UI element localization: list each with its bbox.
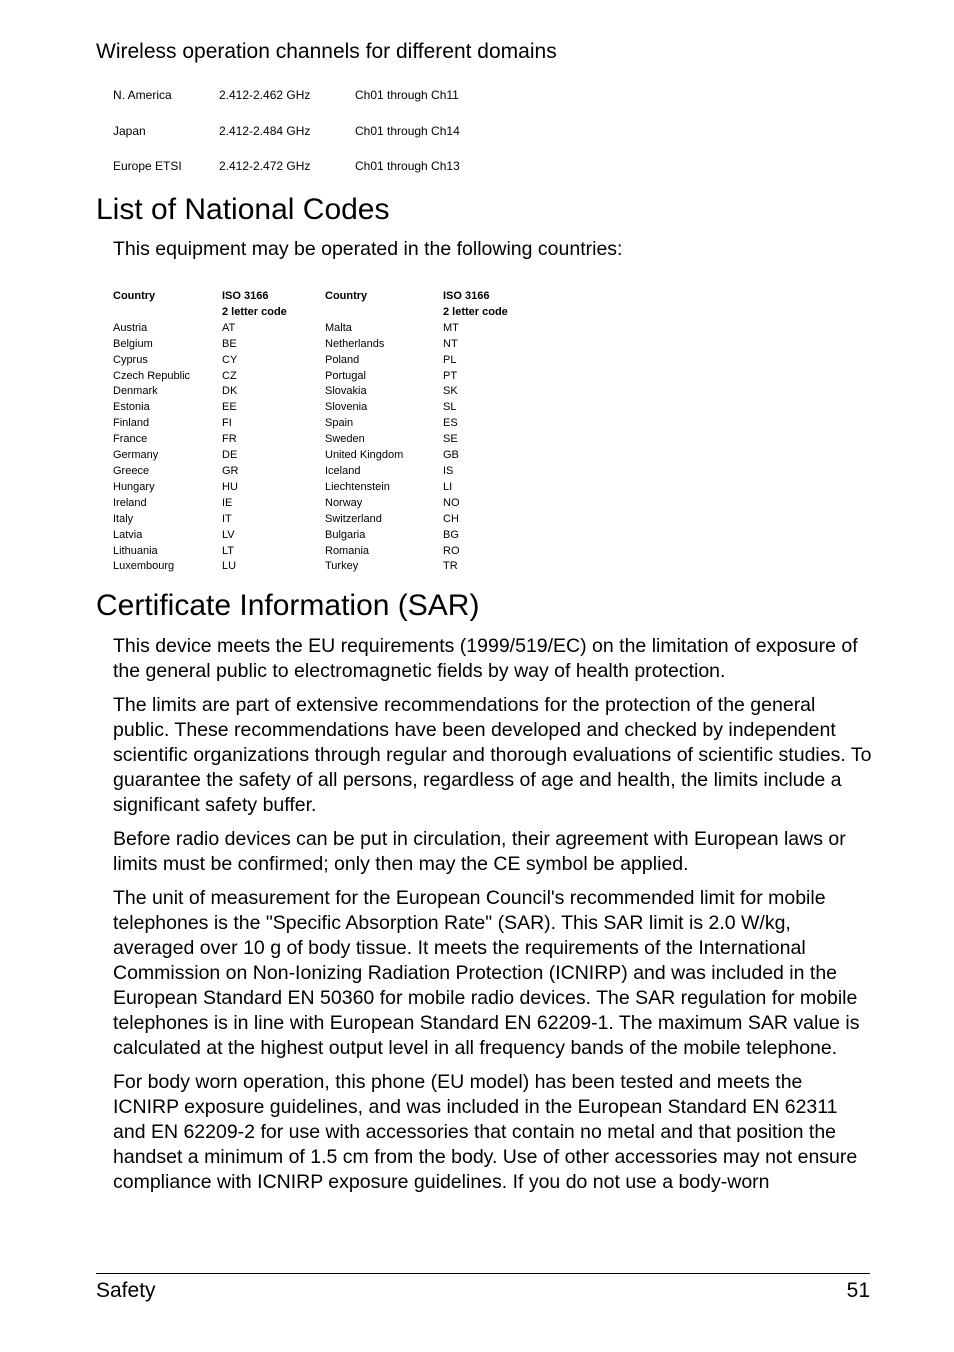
country-cell: Greece xyxy=(113,464,150,477)
table-row xyxy=(113,496,523,512)
table-row xyxy=(113,400,523,416)
iso-header-subline: 2 letter code xyxy=(222,305,287,318)
country-cell: Finland xyxy=(113,417,150,430)
table-row xyxy=(113,416,523,432)
iso-code-cell: SK xyxy=(443,385,458,398)
iso-code-cell: ES xyxy=(443,417,458,430)
table-header-row xyxy=(113,305,523,321)
footer-divider xyxy=(96,1273,870,1274)
frequency-cell: 2.412-2.462 GHz xyxy=(219,88,311,102)
channel-range-cell: Ch01 through Ch11 xyxy=(355,88,459,102)
iso-code-cell: PL xyxy=(443,353,457,366)
iso-code-cell: NO xyxy=(443,496,460,509)
iso-code-cell: IS xyxy=(443,464,454,477)
iso-code-cell: SL xyxy=(443,401,457,414)
domain-cell: Japan xyxy=(113,123,146,138)
iso-code-cell: GR xyxy=(222,464,239,477)
iso-code-cell: DE xyxy=(222,449,238,462)
iso-code-cell: LT xyxy=(222,544,235,557)
channels-table xyxy=(113,88,460,195)
channels-heading: Wireless operation channels for different domains xyxy=(96,40,557,63)
country-cell: France xyxy=(113,433,148,446)
iso-code-cell: HU xyxy=(222,480,238,493)
table-row xyxy=(113,384,523,400)
sar-paragraph: This device meets the EU requirements (1999/519/EC) on the limitation of exposure of the general public to electromagnetic fields by way of health protection. xyxy=(113,635,858,682)
table-row xyxy=(113,337,523,353)
country-cell: Denmark xyxy=(113,385,158,398)
table-row xyxy=(113,559,523,575)
table-row xyxy=(113,512,523,528)
iso-code-cell: IT xyxy=(222,512,232,525)
sar-paragraph: The limits are part of extensive recommendations for the protection of the general public. These recommendations have been developed and checked by independent scientific organizations through regular and thorough evaluations of scientific studies. To guarantee the safety of all persons, regardless of age and health, the limits include a significant safety buffer. xyxy=(113,694,872,816)
iso-code-cell: AT xyxy=(222,321,236,334)
country-cell: Malta xyxy=(325,321,352,334)
country-cell: Slovakia xyxy=(325,385,367,398)
country-cell: Hungary xyxy=(113,480,155,493)
country-header: Country xyxy=(113,290,156,302)
country-cell: Portugal xyxy=(325,369,366,382)
table-row xyxy=(113,544,523,560)
iso-code-cell: PT xyxy=(443,369,458,382)
table-row xyxy=(113,321,523,337)
national-codes-table xyxy=(113,289,523,575)
table-row xyxy=(113,124,460,160)
footer-section-title: Safety xyxy=(96,1279,156,1302)
country-cell: Slovenia xyxy=(325,401,368,414)
country-header-spacer xyxy=(113,305,222,321)
sar-paragraph: Before radio devices can be put in circulation, their agreement with European laws or limits must be confirmed; only then may the CE symbol be applied. xyxy=(113,828,846,875)
iso-code-cell: IE xyxy=(222,496,233,509)
table-row xyxy=(113,432,523,448)
table-row xyxy=(113,353,523,369)
iso-code-cell: MT xyxy=(443,321,459,334)
country-cell: Luxembourg xyxy=(113,560,175,573)
country-cell: Romania xyxy=(325,544,370,557)
country-cell: Liechtenstein xyxy=(325,480,390,493)
country-cell: Italy xyxy=(113,512,134,525)
country-cell: Austria xyxy=(113,321,148,334)
country-cell: Netherlands xyxy=(325,337,385,350)
table-row xyxy=(113,528,523,544)
iso-code-cell: DK xyxy=(222,385,238,398)
country-cell: Belgium xyxy=(113,337,153,350)
country-header-spacer xyxy=(325,305,443,321)
table-row xyxy=(113,480,523,496)
country-cell: Cyprus xyxy=(113,353,148,366)
iso-code-cell: NT xyxy=(443,337,458,350)
sar-paragraph: The unit of measurement for the European Council's recommended limit for mobile telephones is the "Specific Absorption Rate" (SAR). This SAR limit is 2.0 W/kg, averaged over 10 g of body tissue. It meets the requirements of the International Commission on Non-Ionizing Radiation Protection (ICNIRP) and was included in the European Standard EN 50360 for mobile radio devices. The SAR regulation for mobile telephones is in line with European Standard EN 62209-1. The maximum SAR value is calculated at the highest output level in all frequency bands of the mobile telephone. xyxy=(113,887,860,1059)
country-cell: Switzerland xyxy=(325,512,382,525)
iso-code-cell: GB xyxy=(443,449,459,462)
iso-code-cell: RO xyxy=(443,544,460,557)
domain-cell: Europe ETSI xyxy=(113,159,182,173)
sar-paragraph: For body worn operation, this phone (EU model) has been tested and meets the ICNIRP exposure guidelines, and was included in the European Standard EN 62311 and EN 62209-2 for use with accessories that contain no metal and that position the handset a minimum of 1.5 cm from the body. Use of other accessories may not ensure compliance with ICNIRP exposure guidelines. If you do not use a body-worn xyxy=(113,1071,858,1193)
iso-code-cell: FI xyxy=(222,417,232,430)
iso-code-cell: LI xyxy=(443,480,453,493)
sar-heading: Certificate Information (SAR) xyxy=(96,589,480,622)
iso-code-cell: BG xyxy=(443,528,459,541)
domain-cell: N. America xyxy=(113,88,172,102)
national-codes-body xyxy=(113,321,523,576)
country-cell: Lithuania xyxy=(113,544,158,557)
frequency-cell: 2.412-2.484 GHz xyxy=(219,123,311,138)
iso-code-cell: LU xyxy=(222,560,237,573)
country-cell: Sweden xyxy=(325,433,365,446)
iso-code-cell: CZ xyxy=(222,369,237,382)
table-header-row xyxy=(113,289,523,305)
iso-code-cell: TR xyxy=(443,560,458,573)
iso-code-cell: CH xyxy=(443,512,459,525)
iso-code-cell: BE xyxy=(222,337,237,350)
country-cell: Latvia xyxy=(113,528,143,541)
frequency-cell: 2.412-2.472 GHz xyxy=(219,159,311,173)
table-row xyxy=(113,464,523,480)
country-cell: Estonia xyxy=(113,401,150,414)
channel-range-cell: Ch01 through Ch14 xyxy=(355,123,460,138)
channel-range-cell: Ch01 through Ch13 xyxy=(355,159,460,173)
country-cell: Bulgaria xyxy=(325,528,366,541)
country-cell: Iceland xyxy=(325,464,361,477)
page-number: 51 xyxy=(846,1279,870,1302)
country-cell: Poland xyxy=(325,353,360,366)
iso-header: ISO 3166 xyxy=(443,290,490,302)
country-cell: Czech Republic xyxy=(113,369,191,382)
table-row xyxy=(113,369,523,385)
country-cell: United Kingdom xyxy=(325,449,404,462)
country-header: Country xyxy=(325,290,368,302)
iso-header: ISO 3166 xyxy=(222,290,269,302)
national-codes-heading: List of National Codes xyxy=(96,193,390,226)
sar-body xyxy=(113,634,873,1204)
iso-code-cell: CY xyxy=(222,353,238,366)
country-cell: Norway xyxy=(325,496,363,509)
iso-header-subline: 2 letter code xyxy=(443,305,508,318)
national-codes-intro: This equipment may be operated in the following countries: xyxy=(113,238,623,260)
iso-code-cell: LV xyxy=(222,528,235,541)
country-cell: Germany xyxy=(113,449,159,462)
iso-code-cell: EE xyxy=(222,401,237,414)
table-row xyxy=(113,159,460,195)
iso-code-cell: FR xyxy=(222,433,237,446)
country-cell: Spain xyxy=(325,417,354,430)
country-cell: Turkey xyxy=(325,560,359,573)
country-cell: Ireland xyxy=(113,496,147,509)
iso-code-cell: SE xyxy=(443,433,458,446)
table-row xyxy=(113,88,460,124)
table-row xyxy=(113,448,523,464)
